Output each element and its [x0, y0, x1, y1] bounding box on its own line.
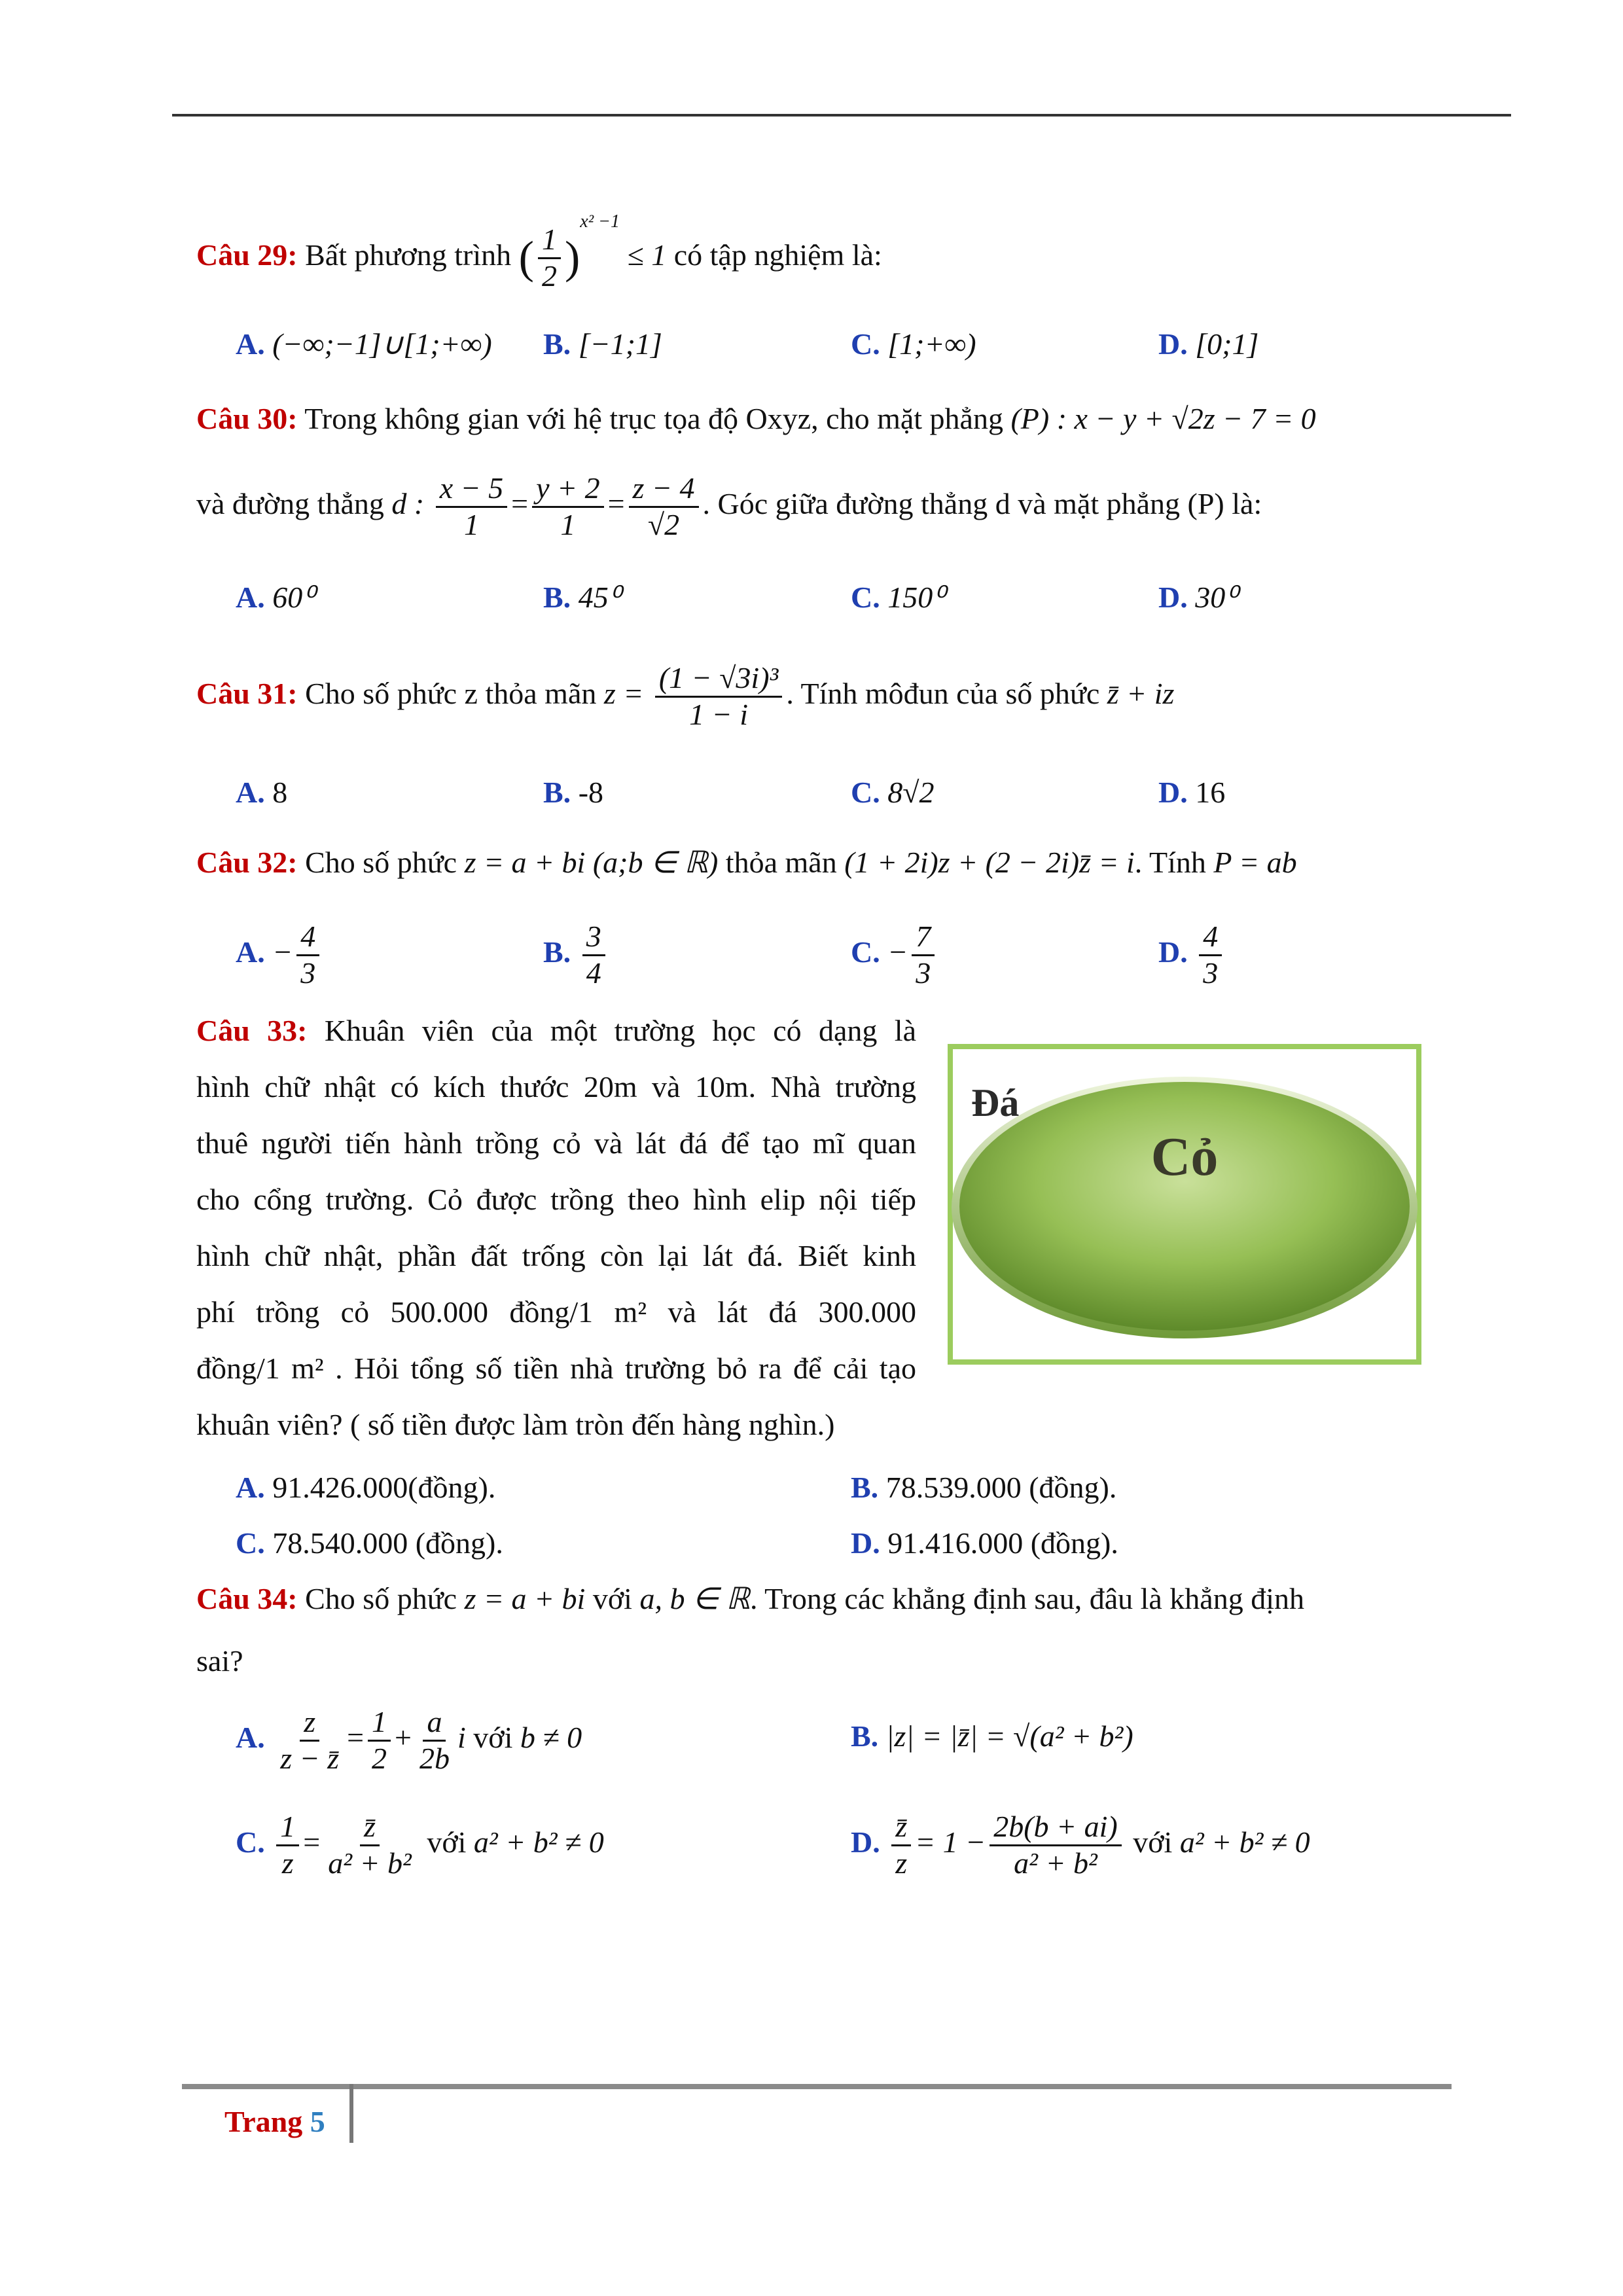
fraction — [296, 920, 319, 991]
condition: a, b ∈ ℝ — [639, 1582, 750, 1615]
option-text: |z| = |z̄| = √(a² + b²) — [885, 1719, 1133, 1753]
question-text-end: . Tính môđun của số phức — [786, 676, 1100, 710]
option-c[interactable]: C. $\frac{1}{z}$ = $\frac{z̄}{\text{a² + b²}}$ với a² + b² ≠ 0 — [236, 1810, 604, 1880]
option-c[interactable] — [851, 774, 934, 810]
grass-ellipse — [959, 1082, 1410, 1331]
question-line — [196, 1003, 916, 1059]
question-label: Câu 31: — [196, 676, 298, 710]
question-30-line2: và đường thẳng d : $\frac{x - 5}{1}$ = $\frac{y + 2}{1}$ = $\frac{z - 4}{√2}$ . Góc giữa đường thẳng d và mặt phẳng (P) là: — [196, 471, 1262, 541]
question-text: Cho số phức — [305, 1582, 457, 1615]
with-text: với — [473, 1720, 513, 1754]
equation: (1 + 2i)z + (2 − 2i)z̄ = i — [844, 846, 1135, 879]
option-text: [−1;1] — [578, 327, 662, 361]
question-label: Câu 29: — [196, 238, 298, 272]
option-text: -8 — [578, 776, 604, 809]
option-letter: B. — [543, 776, 571, 809]
header-rule — [172, 114, 1511, 117]
question-text: Cho số phức — [305, 846, 457, 879]
frac-den: 3 — [300, 956, 316, 990]
option-d[interactable] — [851, 1525, 1118, 1561]
target-expr: P = ab — [1213, 846, 1297, 879]
question-text-end: . Tính — [1134, 846, 1206, 879]
option-letter: C. — [851, 581, 880, 614]
frac-num: x − 5 — [436, 471, 507, 508]
option-letter: C. — [851, 327, 880, 361]
exponent: x² −1 — [580, 211, 620, 232]
frac-num: z̄ — [891, 1810, 911, 1846]
option-letter: B. — [543, 581, 571, 614]
option-b[interactable] — [543, 579, 620, 615]
frac-num: 2b(b + ai) — [990, 1810, 1121, 1846]
option-letter: D. — [851, 1825, 880, 1859]
option-a[interactable] — [236, 326, 492, 362]
question-line: hình chữ nhật có kích thước 20m và 10m. Nhà trường — [196, 1070, 916, 1103]
frac-den: 1 — [463, 507, 479, 541]
option-letter: C. — [236, 1825, 265, 1859]
imag-unit: i — [457, 1720, 466, 1754]
frac-num: 4 — [296, 920, 319, 956]
question-text: Bất phương trình — [305, 238, 512, 272]
frac-den: 3 — [916, 956, 931, 990]
option-letter: D. — [1158, 581, 1188, 614]
option-c[interactable] — [236, 1525, 503, 1561]
grass-label: Cỏ — [1150, 1126, 1219, 1187]
question-33 — [196, 1003, 916, 1453]
fraction — [436, 471, 507, 543]
fraction — [655, 661, 783, 732]
frac-den: 1 — [560, 507, 576, 541]
option-letter: B. — [851, 1719, 879, 1753]
option-text: [1;+∞) — [887, 327, 976, 361]
expr-mid: = 1 − — [915, 1825, 986, 1859]
campus-figure — [948, 1044, 1421, 1365]
option-letter: B. — [543, 935, 571, 969]
frac-num: 3 — [582, 920, 605, 956]
option-letter: A. — [236, 1471, 265, 1504]
target-expr: z̄ + iz — [1107, 676, 1175, 710]
question-30 — [196, 401, 1316, 437]
with-text: với — [427, 1825, 467, 1859]
fraction — [912, 920, 935, 991]
frac-den: 2b — [419, 1741, 450, 1775]
line-label: d : — [391, 486, 425, 520]
question-line: thuê người tiến hành trồng cỏ và lát đá để tạo mĩ quan — [196, 1126, 916, 1160]
frac-num: z̄ — [360, 1810, 380, 1846]
frac-den: z — [895, 1846, 908, 1880]
footer-label: Trang — [224, 2105, 303, 2138]
option-b[interactable] — [543, 920, 609, 991]
option-text: 60⁰ — [272, 581, 315, 614]
option-c[interactable] — [851, 326, 976, 362]
question-text-mid: thỏa mãn — [725, 846, 837, 879]
option-letter: C. — [851, 776, 880, 809]
page-footer — [224, 2104, 325, 2139]
option-text: 78.539.000 (đồng). — [885, 1471, 1117, 1504]
option-text: 45⁰ — [578, 581, 621, 614]
option-text: 91.426.000(đồng). — [272, 1471, 496, 1504]
option-letter: B. — [851, 1471, 879, 1504]
fraction — [532, 471, 603, 543]
with-text: với — [1133, 1825, 1173, 1859]
option-a[interactable] — [236, 579, 315, 615]
condition: (a;b ∈ ℝ) — [592, 846, 719, 879]
question-34-line2 — [196, 1643, 243, 1679]
condition: b ≠ 0 — [520, 1720, 582, 1754]
fraction — [1199, 920, 1222, 991]
option-text: 91.416.000 (đồng). — [887, 1526, 1118, 1560]
frac-den: z − z̄ — [280, 1741, 340, 1775]
frac-den: a² + b² — [328, 1846, 412, 1880]
option-text: 78.540.000 (đồng). — [272, 1526, 503, 1560]
question-line: đồng/1 m² . Hỏi tổng số tiền nhà trường bỏ ra để cải tạo — [196, 1352, 916, 1385]
expr-z: z = a + bi — [464, 1582, 586, 1615]
fraction — [891, 1810, 911, 1881]
question-text: Cho số phức z thỏa mãn — [305, 676, 597, 710]
fraction — [582, 920, 605, 991]
frac-den: 3 — [1203, 956, 1219, 990]
option-text: 30⁰ — [1195, 581, 1238, 614]
inequality: ≤ 1 — [627, 238, 667, 272]
option-a[interactable]: A. $\frac{z}{z - z̄}$ = $\frac{1}{2}$ + $\frac{a}{2b}$ i với b ≠ 0 — [236, 1705, 582, 1775]
stone-label: Đá — [971, 1081, 1020, 1124]
question-31 — [196, 661, 1174, 732]
question-label: Câu 30: — [196, 402, 298, 435]
option-b[interactable] — [543, 326, 662, 362]
option-d[interactable] — [1158, 774, 1225, 810]
option-d[interactable] — [1158, 579, 1238, 615]
condition: a² + b² ≠ 0 — [473, 1825, 604, 1859]
option-letter: D. — [851, 1526, 880, 1560]
frac-num: 7 — [912, 920, 935, 956]
fraction — [276, 1810, 299, 1881]
option-text: 150⁰ — [887, 581, 945, 614]
expr-z: z = a + bi — [464, 846, 586, 879]
frac-den: 2 — [372, 1741, 387, 1775]
option-letter: C. — [236, 1526, 265, 1560]
option-letter: D. — [1158, 327, 1188, 361]
option-b[interactable] — [851, 1469, 1116, 1505]
question-text-mid: với — [592, 1582, 632, 1615]
frac-den: z — [281, 1846, 294, 1880]
question-34 — [196, 1581, 1304, 1617]
question-text: Trong không gian với hệ trục tọa độ Oxyz, cho mặt phẳng — [304, 402, 1003, 435]
fraction — [368, 1705, 391, 1776]
question-label: Câu 33: — [196, 1014, 308, 1047]
condition: a² + b² ≠ 0 — [1179, 1825, 1310, 1859]
question-text-end: có tập nghiệm là: — [673, 238, 882, 272]
option-c[interactable] — [851, 920, 938, 991]
question-line: khuân viên? ( số tiền được làm tròn đến hàng nghìn.) — [196, 1408, 835, 1441]
option-a[interactable] — [236, 774, 287, 810]
frac-den: √2 — [647, 507, 680, 541]
option-sign: − — [887, 935, 908, 969]
option-c[interactable] — [851, 579, 945, 615]
frac-num: y + 2 — [532, 471, 603, 508]
option-sign: − — [272, 935, 293, 969]
option-letter: D. — [1158, 935, 1188, 969]
option-text: [0;1] — [1195, 327, 1259, 361]
question-label: Câu 32: — [196, 846, 298, 879]
frac-num: a — [423, 1705, 446, 1742]
fraction — [324, 1810, 416, 1881]
option-text: 8√2 — [887, 776, 935, 809]
question-line: cho cổng trường. Cỏ được trồng theo hình elip nội tiếp — [196, 1183, 916, 1216]
option-text: 16 — [1195, 776, 1226, 809]
frac-num: 1 — [276, 1810, 299, 1846]
question-text-end: . Trong các khẳng định sau, đâu là khẳng định — [749, 1582, 1304, 1615]
option-letter: D. — [1158, 776, 1188, 809]
frac-num: z — [300, 1705, 319, 1742]
question-label: Câu 34: — [196, 1582, 298, 1615]
option-d[interactable] — [1158, 920, 1226, 991]
frac-den: 4 — [586, 956, 601, 990]
option-text: (−∞;−1]∪[1;+∞) — [272, 327, 492, 361]
frac-num: (1 − √3i)³ — [655, 661, 783, 698]
question-29 — [196, 211, 882, 294]
option-a[interactable] — [236, 1469, 495, 1505]
question-text-end: . Góc giữa đường thẳng d và mặt phẳng (P) là: — [702, 486, 1262, 520]
frac-den: 1 − i — [689, 697, 748, 731]
frac-num: 1 — [538, 223, 561, 259]
paren: ( — [518, 232, 534, 283]
question-text: sai? — [196, 1644, 243, 1677]
option-letter: A. — [236, 776, 265, 809]
option-letter: A. — [236, 1720, 265, 1754]
frac-num: 1 — [368, 1705, 391, 1742]
footer-rule — [182, 2084, 1452, 2089]
option-b[interactable] — [543, 774, 603, 810]
fraction — [538, 223, 561, 294]
question-text: và đường thẳng — [196, 486, 384, 520]
frac-den: a² + b² — [1014, 1846, 1097, 1880]
option-a[interactable] — [236, 920, 323, 991]
option-d[interactable] — [851, 1810, 1310, 1881]
fraction — [629, 471, 699, 543]
option-letter: A. — [236, 935, 265, 969]
fraction — [416, 1705, 454, 1776]
plane-equation: (P) : x − y + √2z − 7 = 0 — [1010, 402, 1316, 435]
question-32 — [196, 844, 1297, 880]
option-letter: B. — [543, 327, 571, 361]
lhs: z = — [603, 676, 644, 710]
fraction — [990, 1810, 1121, 1881]
option-letter: A. — [236, 581, 265, 614]
frac-num: z − 4 — [629, 471, 699, 508]
question-line: hình chữ nhật, phần đất trống còn lại lát đá. Biết kinh — [196, 1239, 916, 1272]
footer-divider — [349, 2084, 353, 2143]
option-letter: C. — [851, 935, 880, 969]
frac-num: 4 — [1199, 920, 1222, 956]
question-line: phí trồng cỏ 500.000 đồng/1 m² và lát đá 300.000 — [196, 1295, 916, 1329]
frac-den: 2 — [541, 259, 557, 293]
option-b[interactable] — [851, 1718, 1133, 1754]
option-d[interactable] — [1158, 326, 1258, 362]
option-text: 8 — [272, 776, 288, 809]
line-text: Khuân viên của một trường học có dạng là — [324, 1014, 917, 1047]
option-letter: A. — [236, 327, 265, 361]
fraction — [276, 1705, 343, 1776]
page-number: 5 — [310, 2105, 325, 2138]
paren: ) — [564, 232, 580, 283]
